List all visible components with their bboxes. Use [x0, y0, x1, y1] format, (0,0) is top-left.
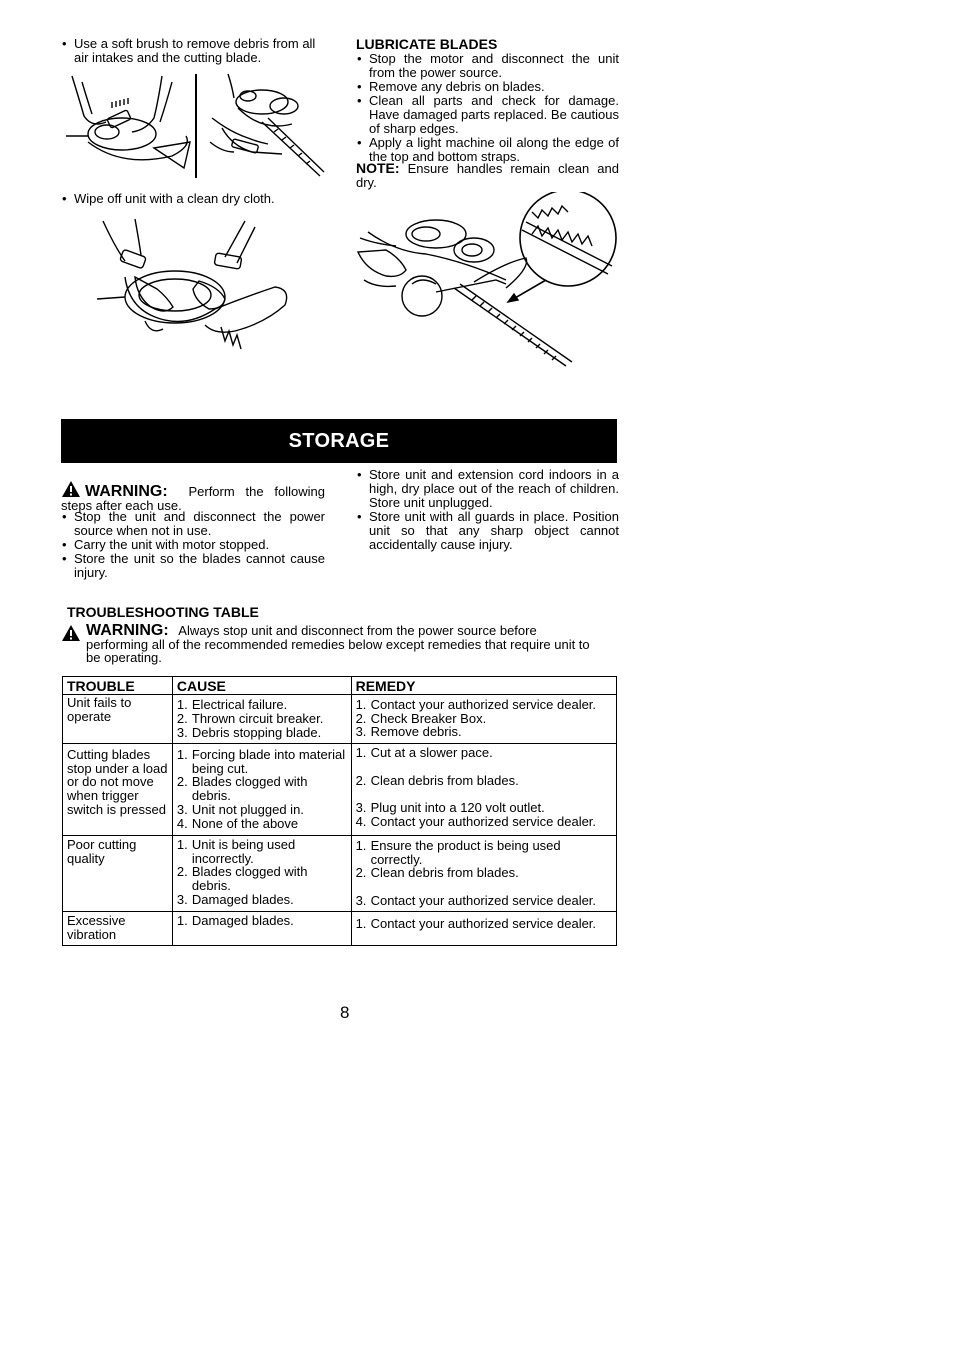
remedy-item: 3. Remove debris. — [355, 724, 462, 739]
cause-item: 1. Electrical failure. — [176, 697, 288, 712]
storage-title-bar — [61, 419, 617, 463]
cleaning-list-1 — [61, 37, 326, 65]
cause-item: 1. Damaged blades. — [176, 913, 294, 928]
troubleshooting-warning-label: WARNING: — [86, 622, 169, 639]
troubleshooting-warning — [61, 624, 601, 665]
storage-left-list — [61, 510, 325, 580]
cause-cell — [172, 744, 351, 836]
table-row — [63, 744, 617, 836]
table-row — [63, 695, 617, 744]
column-header-cause: CAUSE — [172, 677, 351, 695]
remedy-item: 4. Contact your authorized service dealer. — [355, 814, 597, 830]
cause-item: 3. Debris stopping blade. — [176, 725, 322, 740]
lubricate-list — [356, 52, 619, 164]
remedy-item: 2. Clean debris from blades. — [355, 865, 519, 881]
trouble-cell: Unit fails to operate — [63, 695, 173, 744]
cause-item: 3. Damaged blades. — [176, 891, 294, 907]
lubricate-note — [356, 161, 619, 190]
storage-step: • Carry the unit with motor stopped. — [61, 538, 325, 552]
trouble-cell: Cutting blades stop under a load or do not move when trigger switch is pressed — [63, 744, 173, 836]
storage-step: • Stop the unit and disconnect the power source when not in use. — [61, 510, 325, 538]
remedy-item: 2. Check Breaker Box. — [355, 710, 487, 726]
remedy-item: 1. Contact your authorized service dealer. — [355, 916, 597, 931]
table-row — [63, 836, 617, 912]
remedy-item: 3. Plug unit into a 120 volt outlet. — [355, 800, 545, 816]
brush-cleaning-illustration — [62, 72, 327, 182]
cause-item: 3. Unit not plugged in. — [176, 801, 304, 817]
remedy-item: 3. Contact your authorized service dealer. — [355, 893, 597, 909]
cause-cell — [172, 836, 351, 912]
troubleshooting-heading: TROUBLESHOOTING TABLE — [67, 604, 259, 620]
oil-blades-illustration — [356, 192, 621, 370]
warning-triangle-icon — [61, 480, 81, 498]
cause-item: 1. Forcing blade into material being cut. — [176, 747, 346, 776]
cause-item: 4. None of the above — [176, 815, 299, 831]
lubricate-step: • Stop the motor and disconnect the unit from the power source. — [356, 52, 619, 80]
remedy-cell — [351, 744, 616, 836]
column-header-trouble: TROUBLE — [63, 677, 173, 695]
warning-triangle-icon — [61, 624, 81, 642]
trouble-cell: Poor cutting quality — [63, 836, 173, 912]
storage-step: • Store the unit so the blades cannot cause injury. — [61, 552, 325, 580]
cause-item: 2. Thrown circuit breaker. — [176, 711, 324, 726]
column-header-remedy: REMEDY — [351, 677, 616, 695]
remedy-item: 1. Contact your authorized service dealer. — [355, 697, 597, 712]
storage-warning-text: Perform the following steps after each use. — [61, 484, 325, 513]
remedy-cell — [351, 912, 616, 946]
storage-step: • Store unit and extension cord indoors in a high, dry place out of the reach of children. Store unit unplugged. — [356, 468, 619, 510]
wipe-cloth-illustration — [95, 217, 295, 367]
cause-item: 2. Blades clogged with debris. — [176, 774, 308, 804]
remedy-item: 1. Cut at a slower pace. — [355, 745, 493, 760]
table-header-row — [63, 677, 617, 695]
cause-cell — [172, 695, 351, 744]
note-label: NOTE: — [356, 160, 400, 176]
troubleshooting-warning-text: Always stop unit and disconnect from the power source before performing all of the recommended remedies below except remedies that require unit to be operating. — [86, 623, 590, 665]
remedy-cell — [351, 695, 616, 744]
lubricate-step: • Apply a light machine oil along the edge of the top and bottom straps. — [356, 136, 619, 164]
storage-right-list — [356, 468, 619, 552]
lubricate-step: • Clean all parts and check for damage. Have damaged parts replaced. Be cautious of sharp edges. — [356, 94, 619, 136]
storage-title: STORAGE — [288, 430, 390, 452]
cause-item: 1. Unit is being used incorrectly. — [176, 837, 296, 866]
note-text: Ensure handles remain clean and dry. — [356, 161, 619, 190]
page-number: 8 — [340, 1003, 350, 1022]
storage-step: • Store unit with all guards in place. Position unit so that any sharp object cannot accidentally cause injury. — [356, 510, 619, 552]
troubleshooting-table — [62, 676, 617, 946]
remedy-item: 2. Clean debris from blades. — [355, 772, 519, 788]
storage-warning-label: WARNING: — [85, 483, 168, 500]
trouble-cell: Excessive vibration — [63, 912, 173, 946]
remedy-cell — [351, 836, 616, 912]
cleaning-bullet-brush: • Use a soft brush to remove debris from all air intakes and the cutting blade. — [61, 37, 326, 65]
lubricate-heading: LUBRICATE BLADES — [356, 36, 498, 52]
lubricate-step: • Remove any debris on blades. — [356, 80, 619, 94]
cause-item: 2. Blades clogged with debris. — [176, 864, 308, 894]
cleaning-bullet-wipe: • Wipe off unit with a clean dry cloth. — [61, 192, 326, 206]
remedy-item: 1. Ensure the product is being used correctly. — [355, 838, 561, 867]
cause-cell — [172, 912, 351, 946]
table-row — [63, 912, 617, 946]
cleaning-list-2 — [61, 192, 326, 206]
